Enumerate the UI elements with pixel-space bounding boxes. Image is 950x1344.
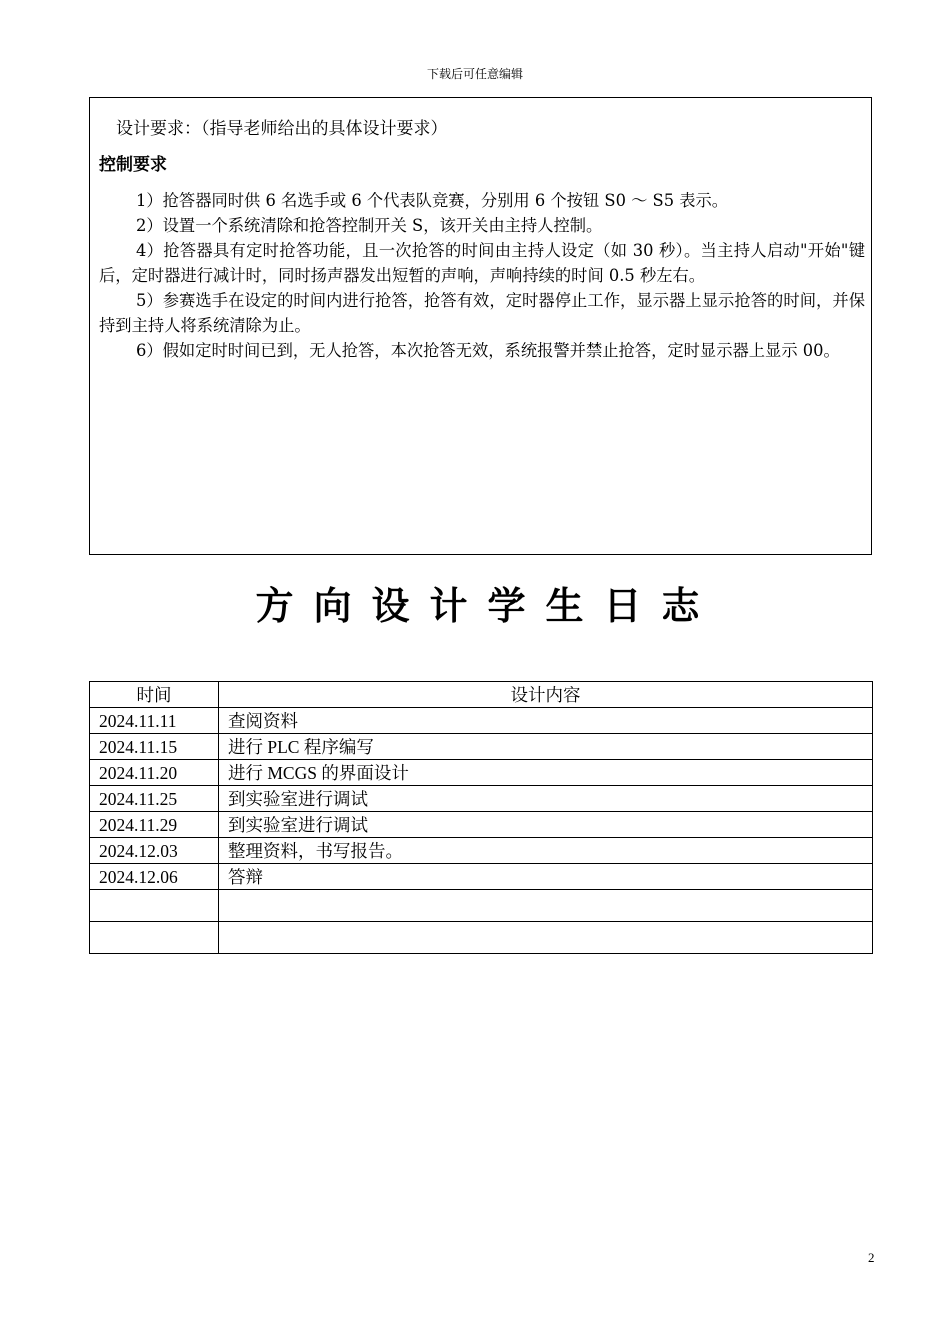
table-row xyxy=(90,812,873,838)
table-row xyxy=(90,734,873,760)
row-content: 整理资料，书写报告。 xyxy=(219,838,873,864)
table-row xyxy=(90,760,873,786)
table-row xyxy=(90,708,873,734)
header-time: 时间 xyxy=(90,682,219,708)
requirements-list xyxy=(99,188,865,363)
requirements-title: 设计要求：（指导老师给出的具体设计要求） xyxy=(116,119,448,139)
row-date: 2024.11.29 xyxy=(90,812,219,838)
row-date xyxy=(90,890,219,922)
table-row xyxy=(90,838,873,864)
log-title: 方向设计学生日志 xyxy=(255,584,720,628)
row-content: 进行 MCGS 的界面设计 xyxy=(219,760,873,786)
row-date: 2024.11.20 xyxy=(90,760,219,786)
control-requirements-heading: 控制要求 xyxy=(99,155,167,175)
page-header: 下载后可任意编辑 xyxy=(426,67,523,81)
row-content: 答辩 xyxy=(219,864,873,890)
row-date: 2024.12.06 xyxy=(90,864,219,890)
row-content: 进行 PLC 程序编写 xyxy=(219,734,873,760)
requirement-item: 2）设置一个系统清除和抢答控制开关 S，该开关由主持人控制。 xyxy=(136,216,603,235)
row-date: 2024.11.15 xyxy=(90,734,219,760)
requirement-item: 1）抢答器同时供 6 名选手或 6 个代表队竞赛，分别用 6 个按钮 S0 ～ S5 表示。 xyxy=(136,191,729,210)
row-content: 查阅资料 xyxy=(219,708,873,734)
table-row xyxy=(90,786,873,812)
table-row xyxy=(90,922,873,954)
row-date xyxy=(90,922,219,954)
page-number: 2 xyxy=(868,1250,875,1265)
table-header-row xyxy=(90,682,873,708)
requirement-item: 6）假如定时时间已到，无人抢答，本次抢答无效，系统报警并禁止抢答，定时显示器上显示 00。 xyxy=(136,341,840,360)
header-content: 设计内容 xyxy=(219,682,873,708)
row-content: 到实验室进行调试 xyxy=(219,812,873,838)
row-date: 2024.11.11 xyxy=(90,708,219,734)
row-content xyxy=(219,890,873,922)
row-content: 到实验室进行调试 xyxy=(219,786,873,812)
table-row xyxy=(90,890,873,922)
row-content xyxy=(219,922,873,954)
requirement-item: 4）抢答器具有定时抢答功能，且一次抢答的时间由主持人设定（如 30 秒）。当主持人启动"开始"键后，定时器进行减计时，同时扬声器发出短暂的声响，声响持续的时间 0.5 秒左右。 xyxy=(99,241,865,285)
table-row xyxy=(90,864,873,890)
requirement-item: 5）参赛选手在设定的时间内进行抢答，抢答有效，定时器停止工作，显示器上显示抢答的时间，并保持到主持人将系统清除为止。 xyxy=(99,291,865,335)
requirements-box xyxy=(89,97,872,555)
student-log-table xyxy=(89,681,873,954)
row-date: 2024.12.03 xyxy=(90,838,219,864)
row-date: 2024.11.25 xyxy=(90,786,219,812)
